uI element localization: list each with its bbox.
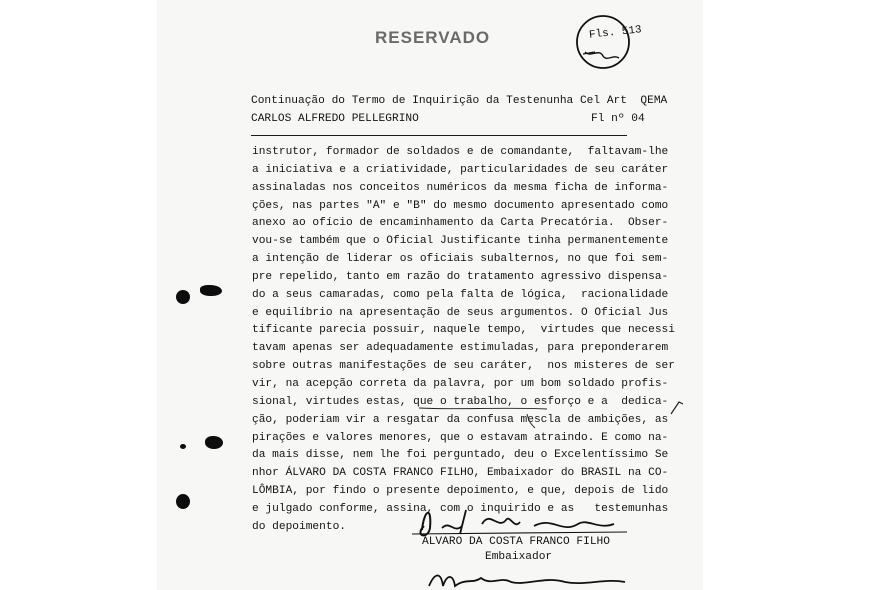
body-line: pre repelido, tanto em razão do tratamento agressivo dispensa- bbox=[252, 270, 669, 283]
signature-scribble-icon bbox=[402, 490, 652, 580]
ink-blot bbox=[176, 290, 190, 304]
body-line: vir, na acepção correta da palavra, por um bom soldado profis- bbox=[252, 377, 669, 390]
signatory-name: ÁLVARO DA COSTA FRANCO FILHO bbox=[422, 536, 610, 548]
body-line: e equilíbrio na apresentação de seus argumentos. O Oficial Jus bbox=[252, 306, 669, 319]
heading-divider bbox=[251, 135, 627, 136]
body-line: instrutor, formador de soldados e de comandante, faltavam-lhe bbox=[252, 146, 669, 158]
scanned-page bbox=[157, 0, 703, 590]
body-line: nhor ÁLVARO DA COSTA FRANCO FILHO, Embaixador do BRASIL na CO- bbox=[252, 467, 669, 480]
body-line: da mais disse, nem lhe foi perguntado, deu o Excelentíssimo Se bbox=[252, 449, 669, 462]
body-line: do depoimento. bbox=[252, 520, 346, 533]
body-line: sobre outras manifestações de seu caráter, nos misteres de ser bbox=[252, 360, 675, 373]
heading-line-2-right: Fl nº 04 bbox=[591, 113, 645, 125]
margin-check-icon bbox=[667, 398, 687, 418]
body-line: LÔMBIA, por findo o presente depoimento, e que, depois de lido bbox=[252, 485, 669, 498]
witness-signature-icon bbox=[425, 568, 635, 590]
body-line: anexo ao ofício de encaminhamento da Carta Precatória. Obser- bbox=[252, 217, 669, 230]
ink-blot bbox=[176, 494, 190, 509]
page-number-stamp-label: Fls. 513 bbox=[588, 24, 643, 42]
body-line: tificante parecia possuir, naquele tempo, virtudes que necessi bbox=[252, 324, 675, 337]
body-line: pirações e valores menores, que o estavam atraindo. E como na- bbox=[252, 431, 669, 444]
body-line: vou-se também que o Oficial Justificante tinha permanentemente bbox=[252, 235, 669, 248]
body-line: assinaladas nos conceitos numéricos da mesma ficha de informa- bbox=[252, 181, 669, 194]
heading-line-2-left: CARLOS ALFREDO PELLEGRINO bbox=[251, 113, 419, 125]
body-line: e julgado conforme, assina, com o inquirido e as testemunhas bbox=[252, 502, 669, 515]
body-line: do a seus camaradas, como pela falta de lógica, racionalidade bbox=[252, 288, 669, 301]
body-line: a iniciativa e a criatividade, particularidades de seu caráter bbox=[252, 163, 669, 176]
ink-blot bbox=[205, 436, 223, 449]
body-line: sional, virtudes estas, que o trabalho, o esforço e a dedica- bbox=[252, 395, 669, 408]
body-line: tavam apenas ser adequadamente estimuladas, para preponderarem bbox=[252, 342, 669, 355]
ink-blot bbox=[180, 444, 186, 449]
ink-blot bbox=[200, 285, 222, 296]
testimony-body bbox=[252, 144, 692, 537]
body-line: ção, poderiam vir a resgatar da confusa mescla de ambições, as bbox=[252, 413, 669, 426]
body-line: ções, nas partes "A" e "B" do mesmo documento apresentado como bbox=[252, 199, 669, 212]
signatory-title: Embaixador bbox=[485, 551, 553, 563]
handwritten-underline-icon bbox=[417, 402, 557, 432]
classification-mark: RESERVADO bbox=[375, 28, 491, 47]
body-line: a intenção de liderar os oficiais subalternos, no que foi sem- bbox=[252, 253, 669, 266]
page-number-stamp-icon bbox=[573, 12, 633, 72]
heading-line-1: Continuação do Termo de Inquirição da Testenunha Cel Art QEMA bbox=[251, 95, 668, 107]
